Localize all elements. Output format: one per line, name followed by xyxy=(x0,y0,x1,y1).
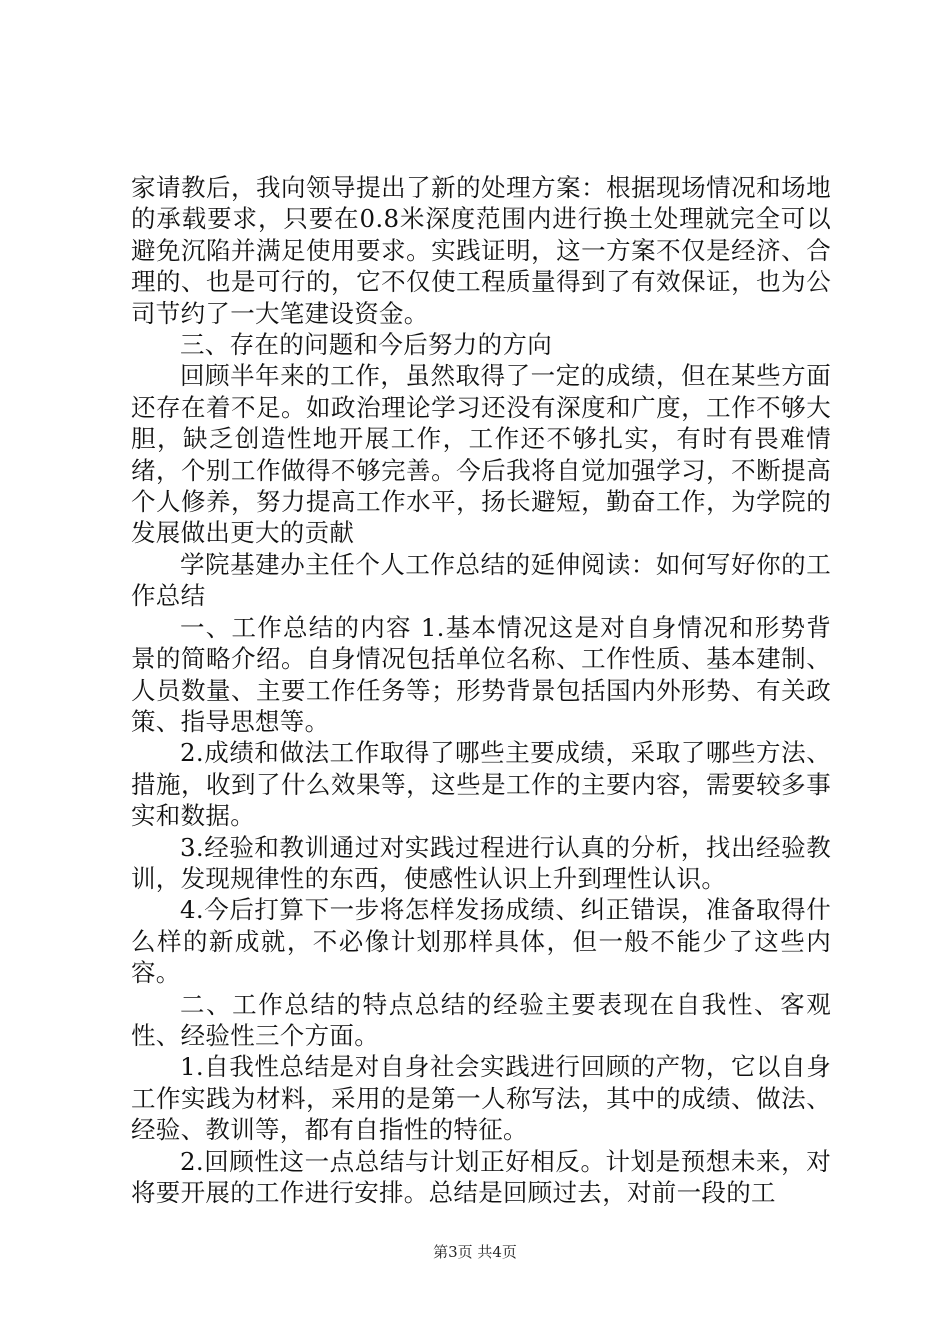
document-body xyxy=(131,172,831,1208)
extended-reading-heading: 学院基建办主任个人工作总结的延伸阅读：如何写好你的工作总结 xyxy=(131,549,831,611)
paragraph-content-achievements: 2.成绩和做法工作取得了哪些主要成绩，采取了哪些方法、措施，收到了什么效果等，这些是工作的主要内容，需要较多事实和数据。 xyxy=(131,738,831,831)
paragraph-content-plans: 4.今后打算下一步将怎样发扬成绩、纠正错误，准备取得什么样的新成就，不必像计划那样具体，但一般不能少了这些内容。 xyxy=(131,895,831,988)
paragraph-content-lessons: 3.经验和教训通过对实践过程进行认真的分析，找出经验教训，发现规律性的东西，使感性认识上升到理性认识。 xyxy=(131,832,831,893)
paragraph-review: 回顾半年来的工作，虽然取得了一定的成绩，但在某些方面还存在着不足。如政治理论学习还没有深度和广度，工作不够大胆，缺乏创造性地开展工作，工作还不够扎实，有时有畏难情绪，个别工作做得不够完善。今后我将自觉加强学习，不断提高个人修养，努力提高工作水平，扬长避短，勤奋工作，为学院的发展做出更大的贡献 xyxy=(131,361,831,548)
paragraph-feature-self: 1.自我性总结是对自身社会实践进行回顾的产物，它以自身工作实践为材料，采用的是第一人称写法，其中的成绩、做法、经验、教训等，都有自指性的特征。 xyxy=(131,1052,831,1145)
paragraph-content-basic: 一、工作总结的内容 1.基本情况这是对自身情况和形势背景的简略介绍。自身情况包括单位名称、工作性质、基本建制、人员数量、主要工作任务等；形势背景包括国内外形势、有关政策、指导思想等。 xyxy=(131,612,831,736)
paragraph-feature-retrospective: 2.回顾性这一点总结与计划正好相反。计划是预想未来，对将要开展的工作进行安排。总结是回顾过去，对前一段的工 xyxy=(131,1146,831,1207)
paragraph-continuation: 家请教后，我向领导提出了新的处理方案：根据现场情况和场地的承载要求，只要在0.8米深度范围内进行换土处理就完全可以避免沉陷并满足使用要求。实践证明，这一方案不仅是经济、合理的、也是可行的，它不仅使工程质量得到了有效保证，也为公司节约了一大笔建设资金。 xyxy=(131,173,831,328)
section-heading-problems: 三、存在的问题和今后努力的方向 xyxy=(180,330,552,360)
paragraph-features: 二、工作总结的特点总结的经验主要表现在自我性、客观性、经验性三个方面。 xyxy=(131,989,831,1050)
page-number-footer: 第3页 共4页 xyxy=(433,1243,517,1261)
